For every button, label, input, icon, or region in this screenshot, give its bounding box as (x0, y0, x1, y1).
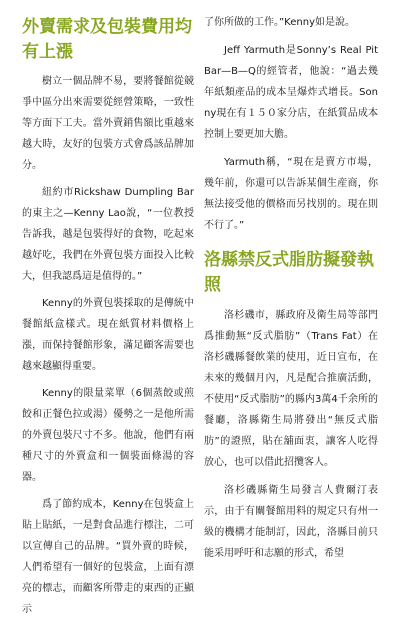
article-paragraph: Jeff Yarmuth是Sonny’s Real Pit Bar—B—Q的經管者，他說：“過去幾年紙類產品的成本呈爆炸式增長。Sonny現在有１５０家分店，在紙質品成本控制上要更加大膽。 (204, 45, 378, 140)
headline-trans-fat-ban: 洛縣禁反式脂肪擬發執照 (204, 250, 374, 295)
headline-takeout-packaging: 外賣需求及包裝費用均有上漲 (22, 17, 192, 62)
article-paragraph: 洛杉磯市，縣政府及衛生局等部門爲推動無“反式脂肪”（Trans Fat）在洛杉磯縣餐飲業的使用，近日宣布，在未來的幾個月內，凡是配合推廣活動，不使用“反式脂肪”的縣内3萬4千余所的餐廳，洛縣衛生局將發出“無反式脂肪”的證照，貼在舖面衷，讓客人吃得放心，也可以借此招攬客人。 (204, 310, 378, 468)
article-paragraph-continued: 了你所做的工作。”Kenny如是說。 (204, 17, 355, 28)
article-paragraph: Kenny的外賣包裝採取的是傳統中餐館紙盒樣式。現在紙質材料價格上漲，而保持餐館形象，滿足顧客需要也越來越顯得重要。 (22, 298, 194, 372)
right-column (204, 0, 378, 564)
article-paragraph: Kenny的限量菜單（6個蒸餃或煎餃和正餐色拉或湯）優勢之一是他所需的外賣包裝尺寸不多。他說，他們有兩種尺寸的外賣盒和一個裝面條湯的容器。 (22, 388, 194, 483)
article-paragraph: 洛杉磯縣衛生局發言人費爾汀表示，由于有關餐館用料的規定只有州一級的機構才能制訂，因此，洛縣目前只能采用呼吁和志願的形式，希望 (204, 485, 378, 559)
left-column (22, 0, 194, 620)
article-paragraph: 紐約市Rickshaw Dumpling Bar的東主之—Kenny Lao說，“一位教授告訴我，越是包裝得好的食物，吃起來越好吃，我們在外賣包裝方面投入比較大，但我認爲這是值得的。” (22, 187, 194, 282)
article-paragraph: 爲了節約成本，Kenny在包裝盒上貼上貼紙，一是對食品進行標注，二可以宣傳自己的品牌。“買外賣的時候，人們希望有一個好的包裝盒，上面有漂亮的標志，而顧客所帶走的東西的正顯示 (22, 499, 194, 615)
article-paragraph: 樹立一個品牌不易，要將餐館從競爭中區分出來需要從經營策略，一致性等方面下工夫。當外賣銷售額比重越來越大時，友好的包裝方式會爲該品牌加分。 (22, 76, 194, 171)
article-paragraph: Yarmuth稱，“現在是賣方市場，幾年前，你還可以告訴某個生産商，你無法接受他的價格而另找別的。現在則不行了。” (204, 157, 378, 231)
